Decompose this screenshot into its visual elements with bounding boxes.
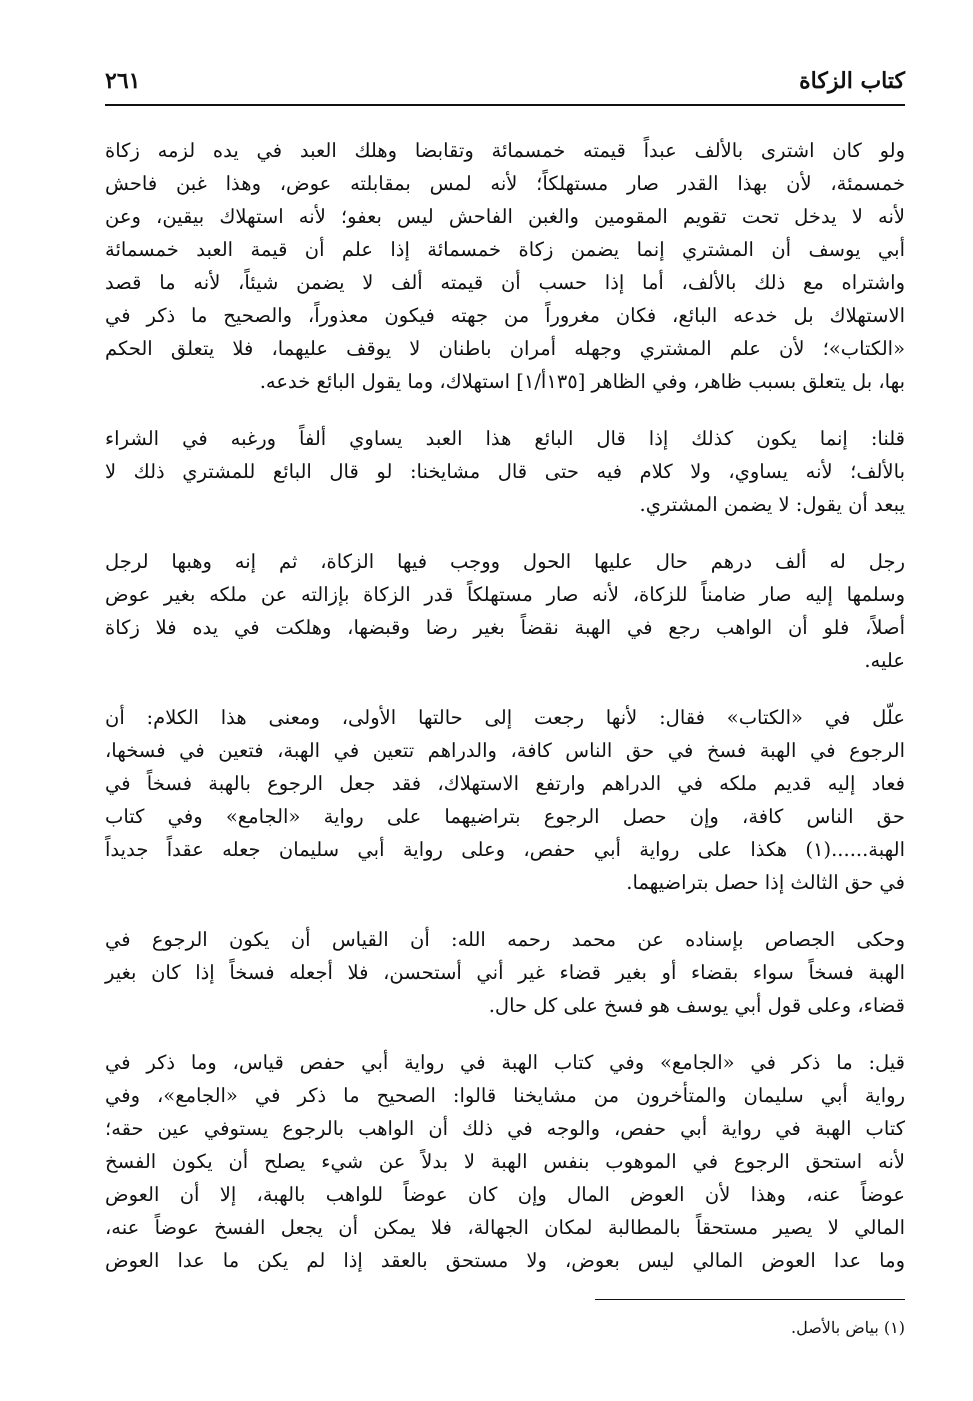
page-header [105, 68, 905, 102]
text-line: فعاد إليه قديم ملكه في الدراهم وارتفع الاستهلاك، فقد جعل الرجوع بالهبة فسخاً في [105, 772, 905, 795]
paragraph [105, 701, 905, 899]
text-line: أبي يوسف أن المشتري إنما يضمن زكاة خمسمائة إذا علم أن قيمة العبد خمسمائة [105, 238, 905, 261]
text-line: حق الناس كافة، وإن حصل الرجوع بتراضيهما على رواية «الجامع» وفي كتاب [105, 805, 905, 828]
text-line: قلنا: إنما يكون كذلك إذا قال البائع هذا العبد يساوي ألفاً ورغبه في الشراء [105, 427, 905, 450]
text-line: خمسمئة، لأن بهذا القدر صار مستهلكاً؛ لأنه لمس بمقابلته عوض، وهذا غبن فاحش [105, 172, 905, 195]
text-line: بالألف؛ لأنه يساوي، ولا كلام فيه حتى قال مشايخنا: لو قال البائع للمشتري ذلك لا [105, 460, 905, 483]
text-line: لأنه لا يدخل تحت تقويم المقومين والغبن الفاحش ليس بعفو؛ لأنه استهلاك بيقين، وعن [105, 205, 905, 228]
text-line: الهبة......(١) هكذا على رواية أبي حفص، وعلى رواية أبي سليمان جعله عقداً جديداً [105, 838, 905, 861]
text-line: علّل في «الكتاب» فقال: لأنها رجعت إلى حالتها الأولى، ومعنى هذا الكلام: أن [105, 706, 905, 729]
footnote-rule [595, 1299, 905, 1300]
text-line: في حق الثالث إذا حصل بتراضيهما. [626, 871, 905, 894]
text-line: وما عدا العوض المالي ليس بعوض، ولا مستحق بالعقد إذا لم يكن ما عدا العوض [105, 1249, 905, 1272]
text-line: عليه. [864, 649, 905, 672]
text-line: الهبة فسخاً سواء بقضاء أو بغير قضاء غير أني أستحسن، فلا أجعله فسخاً إذا كان بغير [105, 961, 905, 984]
text-line: وسلمها إليه صار ضامناً للزكاة، لأنه صار مستهلكاً قدر الزكاة بإزالته عن ملكه بغير عوض [105, 583, 905, 606]
paragraph [105, 422, 905, 521]
chapter-title: كتاب الزكاة [799, 68, 905, 94]
paragraph [105, 545, 905, 677]
paragraph [105, 923, 905, 1022]
text-line: بها، بل يتعلق بسبب ظاهر، وفي الظاهر [١٣٥أ/١] استهلاك، وما يقول البائع خدعه. [259, 370, 905, 393]
text-line: «الكتاب»؛ لأن علم المشتري وجهله أمران باطنان لا يوقف عليهما، فلا يتعلق الحكم [105, 337, 905, 360]
text-line: يبعد أن يقول: لا يضمن المشتري. [639, 493, 905, 516]
page-body [105, 134, 905, 1301]
text-line: رواية أبي سليمان والمتأخرون من مشايخنا قالوا: الصحيح ما ذكر في «الجامع»، وفي [105, 1084, 905, 1107]
text-line: قضاء، وعلى قول أبي يوسف هو فسخ على كل حال. [488, 994, 905, 1017]
paragraph [105, 1046, 905, 1277]
page-number: ٢٦١ [105, 68, 141, 94]
header-rule [105, 104, 905, 106]
text-line: أصلاً، فلو أن الواهب رجع في الهبة نقضاً بغير رضا وقبضها، وهلكت في يده فلا زكاة [105, 616, 905, 639]
text-line: ولو كان اشترى بالألف عبداً قيمته خمسمائة وتقابضا وهلك العبد في يده لزمه زكاة [105, 139, 905, 162]
text-line: كتاب الهبة في رواية أبي حفص، والوجه في ذلك أن الواهب بالرجوع يستوفي عين حقه؛ [105, 1117, 905, 1140]
text-line: الاستهلاك بل خدعه البائع، فكان مغروراً من جهته فيكون معذوراً، والصحيح ما ذكر في [105, 304, 905, 327]
text-line: وحكى الجصاص بإسناده عن محمد رحمه الله: أن القياس أن يكون الرجوع في [105, 928, 905, 951]
text-line: واشتراه مع ذلك بالألف، أما إذا حسب أن قيمته ألف لا يضمن شيئاً، لأنه ما قصد [105, 271, 905, 294]
text-line: رجل له ألف درهم حال عليها الحول ووجب فيها الزكاة، ثم إنه وهبها لرجل [105, 550, 905, 573]
text-line: عوضاً عنه، وهذا لأن العوض المال وإن كان عوضاً للواهب بالهبة، إلا أن العوض [105, 1183, 905, 1206]
text-line: لأنه استحق الرجوع في الموهوب بنفس الهبة لا بدلاً عن شيء يصلح أن يكون الفسخ [105, 1150, 905, 1173]
paragraph [105, 134, 905, 398]
text-line: الرجوع في الهبة فسخ في حق الناس كافة، والدراهم تتعين في الهبة، فتعين في فسخها، [105, 739, 905, 762]
text-line: قيل: ما ذكر في «الجامع» وفي كتاب الهبة في رواية أبي حفص قياس، وما ذكر في [105, 1051, 905, 1074]
footnote: (١) بياض بالأصل. [791, 1318, 905, 1337]
text-line: المالي لا يصير مستحقاً بالمطالبة لمكان الجهالة، فلا يمكن أن يجعل الفسخ عوضاً عنه، [105, 1216, 905, 1239]
